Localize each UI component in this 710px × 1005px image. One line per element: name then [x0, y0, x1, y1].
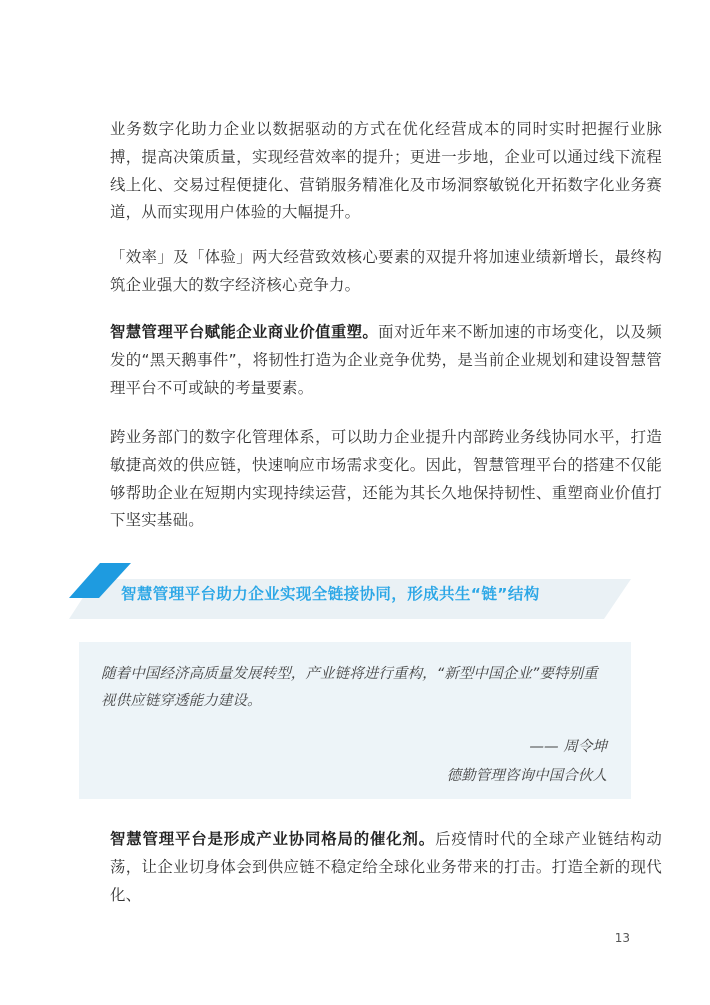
paragraph-text: 后疫情时代的全球产业链结构动荡，让企业切身体会到供应链不稳定给全球化业务带来的打击。打造全新的现代化、 [110, 830, 662, 904]
paragraph-text: 面对近年来不断加速的市场变化，以及频发的“黑天鹅事件”，将韧性打造为企业竞争优势，是当前企业规划和建设智慧管理平台不可或缺的考量要素。 [110, 323, 662, 397]
paragraph-efficiency-experience [79, 244, 662, 300]
quote-box [79, 642, 631, 799]
paragraph-industry-collaboration [79, 826, 662, 909]
quote-author: —— 周令坤 [529, 738, 607, 755]
section-banner [69, 563, 631, 619]
paragraph-digitalization [79, 116, 662, 227]
paragraph-text: 业务数字化助力企业以数据驱动的方式在优化经营成本的同时实时把握行业脉搏，提高决策质量，实现经营效率的提升；更进一步地，企业可以通过线下流程线上化、交易过程便捷化、营销服务精准化及市场洞察敏锐化开拓数字化业务赛道，从而实现用户体验的大幅提升。 [110, 120, 662, 222]
paragraph-business-value [79, 319, 662, 402]
quote-text: 随着中国经济高质量发展转型，产业链将进行重构，“新型中国企业”要特别重视供应链穿透能力建设。 [101, 665, 598, 709]
paragraph-lead: 智慧管理平台是形成产业协同格局的催化剂。 [110, 830, 436, 848]
paragraph-cross-department [79, 424, 662, 535]
paragraph-text: 「效率」及「体验」两大经营致效核心要素的双提升将加速业绩新增长，最终构筑企业强大的数字经济核心竞争力。 [110, 248, 662, 294]
section-title: 智慧管理平台助力企业实现全链接协同，形成共生“链”结构 [121, 585, 540, 603]
page-number: 13 [614, 931, 630, 945]
paragraph-text: 跨业务部门的数字化管理体系，可以助力企业提升内部跨业务线协同水平，打造敏捷高效的供应链，快速响应市场需求变化。因此，智慧管理平台的搭建不仅能够帮助企业在短期内实现持续运营，还能为其长久地保持韧性、重塑商业价值打下坚实基础。 [110, 428, 662, 530]
paragraph-lead: 智慧管理平台赋能企业商业价值重塑。 [110, 323, 379, 341]
quote-author-role: 德勤管理咨询中国合伙人 [446, 767, 607, 784]
